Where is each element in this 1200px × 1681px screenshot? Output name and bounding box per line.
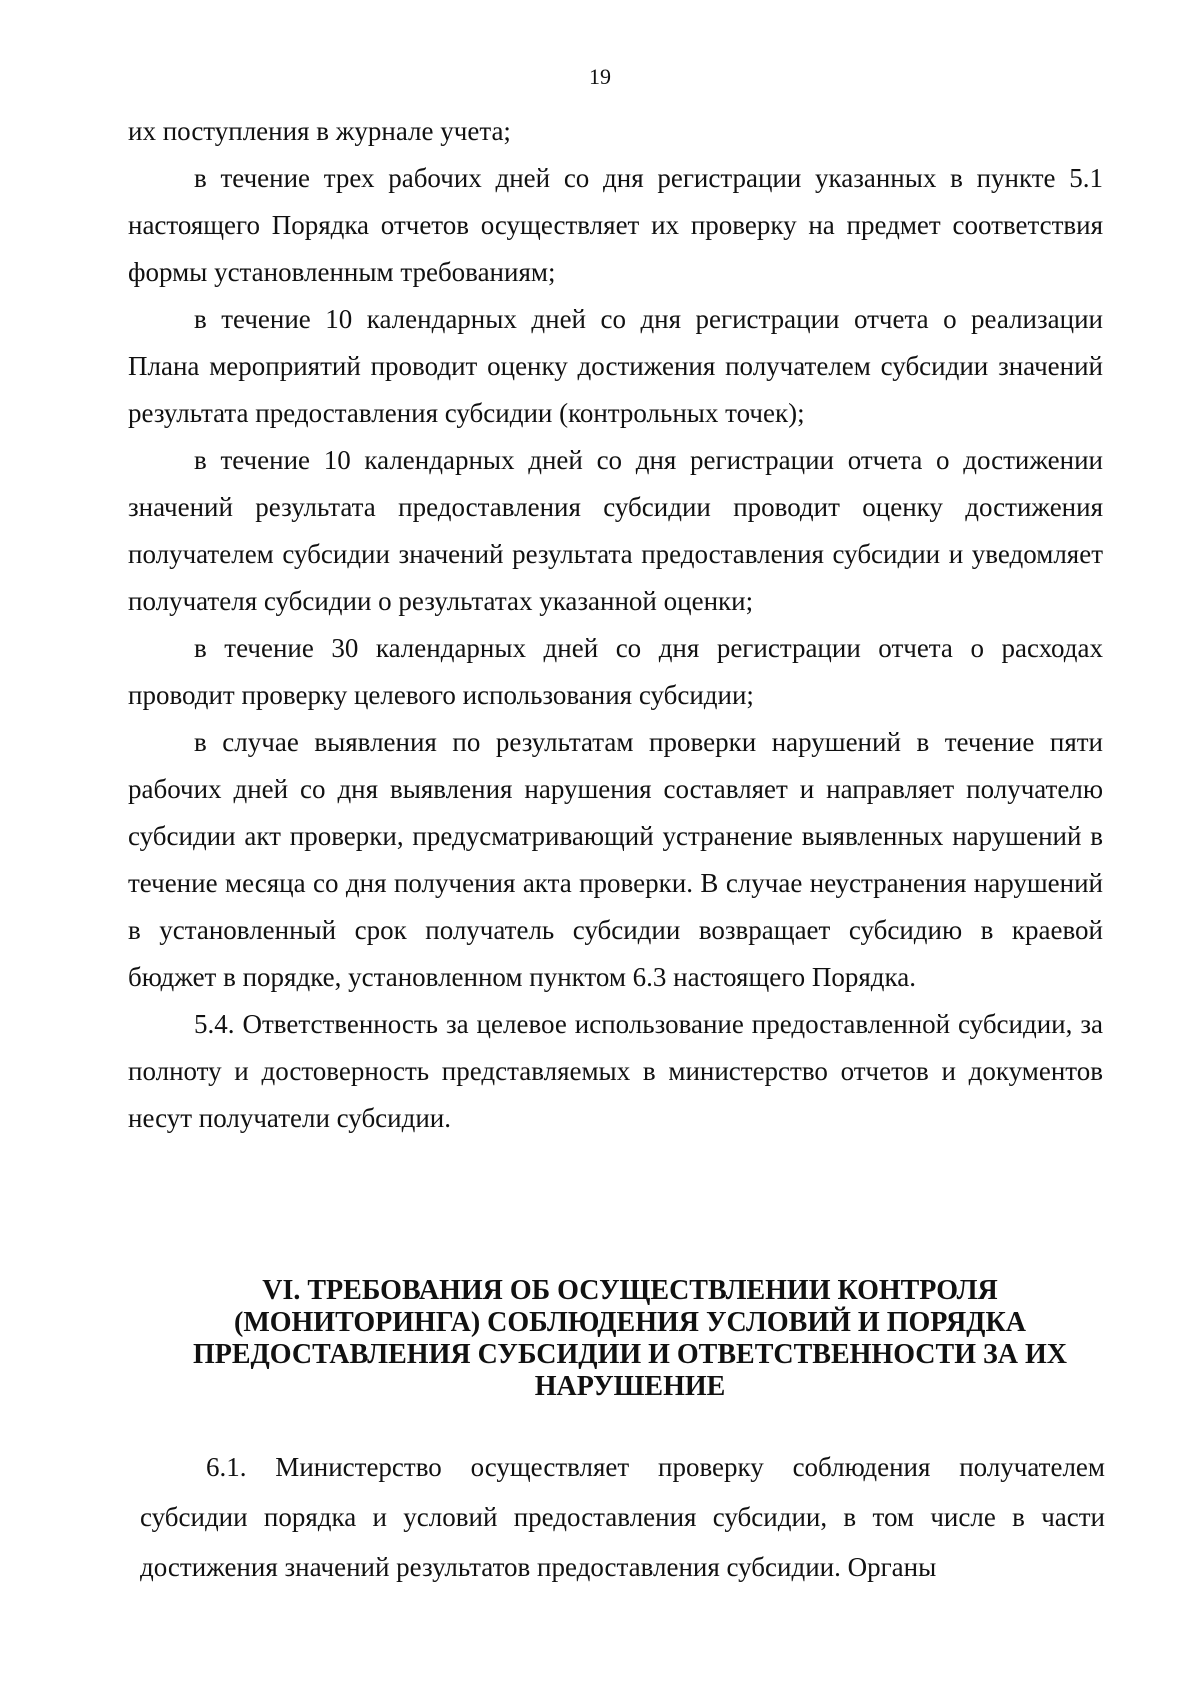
paragraph: в течение 30 календарных дней со дня регистрации отчета о расходах проводит проверку целевого использования субсидии; [128,633,1103,710]
paragraph: в случае выявления по результатам проверки нарушений в течение пяти рабочих дней со дня выявления нарушения составляет и направляет получателю субсидии акт проверки, предусматривающий устранение выявленных нарушений в течение месяца со дня получения акта проверки. В случае неустранения нарушений в установленный срок получатель субсидии возвращает субсидию в краевой бюджет в порядке, установленном пунктом 6.3 настоящего Порядка. [128,727,1103,992]
page-number: 19 [589,64,611,89]
document-body [128,108,1103,1142]
section-body [140,1442,1105,1592]
paragraph: их поступления в журнале учета; [128,116,511,146]
paragraph: 5.4. Ответственность за целевое использование предоставленной субсидии, за полноту и достоверность представляемых в министерство отчетов и документов несут получатели субсидии. [128,1009,1103,1133]
section-heading: VI. ТРЕБОВАНИЯ ОБ ОСУЩЕСТВЛЕНИИ КОНТРОЛЯ (МОНИТОРИНГА) СОБЛЮДЕНИЯ УСЛОВИЙ И ПОРЯДКА ПРЕДОСТАВЛЕНИЯ СУБСИДИИ И ОТВЕТСТВЕННОСТИ ЗА ИХ НАРУШЕНИЕ [192,1275,1067,1402]
paragraph: в течение 10 календарных дней со дня регистрации отчета о реализации Плана мероприятий проводит оценку достижения получателем субсидии значений результата предоставления субсидии (контрольных точек); [128,304,1103,428]
paragraph: в течение 10 календарных дней со дня регистрации отчета о достижении значений результата предоставления субсидии проводит оценку достижения получателем субсидии значений результата предоставления субсидии и уведомляет получателя субсидии о результатах указанной оценки; [128,445,1103,616]
paragraph: в течение трех рабочих дней со дня регистрации указанных в пункте 5.1 настоящего Порядка отчетов осуществляет их проверку на предмет соответствия формы установленным требованиям; [128,163,1103,287]
paragraph: 6.1. Министерство осуществляет проверку соблюдения получателем субсидии порядка и условий предоставления субсидии, в том числе в части достижения значений результатов предоставления субсидии. Органы [140,1452,1105,1582]
